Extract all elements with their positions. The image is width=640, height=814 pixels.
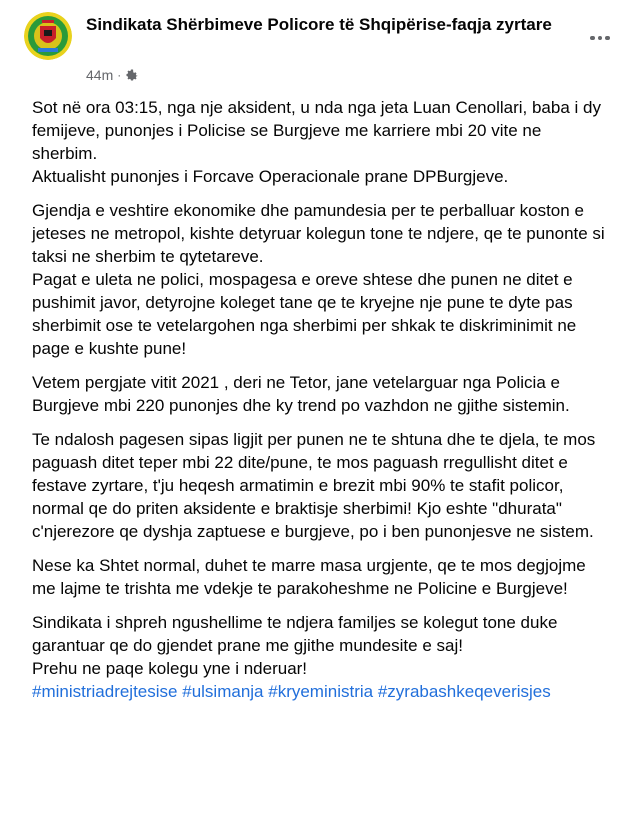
union-logo-icon	[24, 12, 72, 60]
post-paragraph: Sot në ora 03:15, nga nje aksident, u nda nga jeta Luan Cenollari, baba i dy femijeve, punonjes i Policise se Burgjeve me karriere mbi 20 vite ne sherbim. Aktualisht punonjes i Forcave Operacionale prane DPBurgjeve.	[32, 98, 601, 186]
hashtag-link[interactable]: #kryeministria	[268, 682, 374, 701]
gear-icon[interactable]	[125, 68, 139, 82]
post-meta	[86, 67, 139, 83]
page-name-link[interactable]: Sindikata Shërbimeve Policore të Shqipërise-faqja zyrtare	[86, 15, 552, 34]
more-dot	[605, 36, 610, 41]
more-dot	[590, 36, 595, 41]
more-dot	[598, 36, 603, 41]
post-header	[0, 0, 640, 96]
post-timestamp[interactable]: 44m	[86, 67, 114, 83]
page-avatar[interactable]	[24, 12, 72, 60]
more-options-icon[interactable]	[582, 26, 618, 50]
post-paragraph: Vetem pergjate vitit 2021 , deri ne Tetor, jane vetelarguar nga Policia e Burgjeve mbi 220 punonjes dhe ky trend po vazhdon ne gjithe sistemin.	[32, 373, 570, 415]
post-paragraph: Te ndalosh pagesen sipas ligjit per punen ne te shtuna dhe te djela, te mos paguash ditet teper mbi 22 dite/pune, te mos paguash rregullisht ditet e festave zyrtare, t'ju heqesh armatimin e brezit mbi 90% te stafit policor, normal qe do priten aksidente e braktisje sherbimi! Kjo eshte "dhurata" c'njerezore qe dyshja zaptuese e burgjeve, po i ben punonjesve ne sistem.	[32, 430, 596, 541]
post-paragraph: Nese ka Shtet normal, duhet te marre masa urgjente, qe te mos degjojme me lajme te trishta me vdekje te parakoheshme ne Policine e Burgjeve!	[32, 556, 586, 598]
meta-separator: ·	[117, 68, 122, 82]
post-paragraph: Sindikata i shpreh ngushellime te ndjera familjes se kolegut tone duke garantuar qe do gjendet prane me gjithe mundesite e saj! Prehu ne paqe kolegu yne i nderuar!	[32, 613, 558, 678]
hashtag-link[interactable]: #ministriadrejtesise	[32, 682, 178, 701]
post-paragraph: Gjendja e veshtire ekonomike dhe pamundesia per te perballuar koston e jeteses ne metropol, kishte detyruar kolegun tone te ndjere, qe te punonte si taksi ne sherbim te qytetareve. Pagat e uleta ne polici, mospagesa e oreve shtese dhe punen ne ditet e pushimit javor, detyrojne koleget tane qe te kryejne nje pune te dyte pas sherbimit ose te vetelargohen nga sherbimi per shkak te diskriminimit ne page e kushte pune!	[32, 201, 605, 358]
post-body	[0, 96, 640, 703]
hashtag-link[interactable]: #ulsimanja	[182, 682, 264, 701]
hashtag-link[interactable]: #zyrabashkeqeverisjes	[377, 682, 551, 701]
hashtag-list	[32, 680, 608, 703]
